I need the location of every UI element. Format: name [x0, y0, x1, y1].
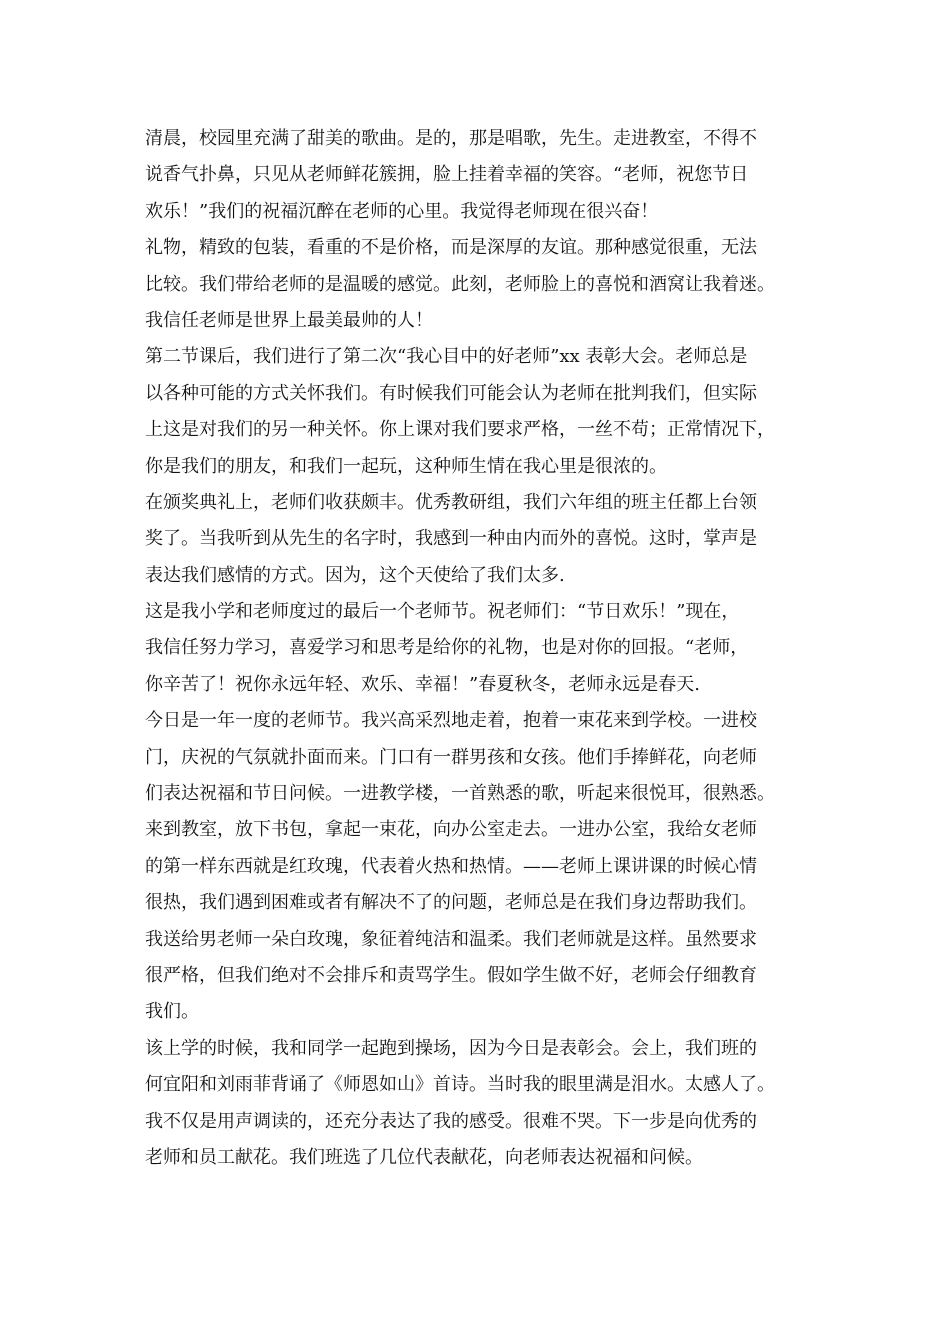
text-line: 你辛苦了！祝你永远年轻、欢乐、幸福！”春夏秋冬，老师永远是春天. — [145, 673, 700, 695]
text-line: 门，庆祝的气氛就扑面而来。门口有一群男孩和女孩。他们手捧鲜花，向老师 — [145, 746, 757, 768]
text-line: 我送给男老师一朵白玫瑰，象征着纯洁和温柔。我们老师就是这样。虽然要求 — [145, 928, 757, 950]
text-line: 老师和员工献花。我们班选了几位代表献花，向老师表达祝福和问候。 — [145, 1146, 703, 1168]
text-line: 第二节课后，我们进行了第二次“我心目中的好老师”xx 表彰大会。老师总是 — [145, 346, 748, 368]
text-line: 的第一样东西就是红玫瑰，代表着火热和热情。——老师上课讲课的时候心情 — [145, 855, 757, 877]
text-line: 在颁奖典礼上，老师们收获颇丰。优秀教研组，我们六年组的班主任都上台领 — [145, 491, 757, 513]
text-line: 来到教室，放下书包，拿起一束花，向办公室走去。一进办公室，我给女老师 — [145, 819, 757, 841]
text-line: 你是我们的朋友，和我们一起玩，这种师生情在我心里是很浓的。 — [145, 455, 667, 477]
text-line: 清晨，校园里充满了甜美的歌曲。是的，那是唱歌，先生。走进教室，不得不 — [145, 128, 757, 149]
text-line: 上这是对我们的另一种关怀。你上课对我们要求严格，一丝不苟；正常情况下， — [145, 419, 775, 441]
text-line: 我信任努力学习，喜爱学习和思考是给你的礼物，也是对你的回报。“老师， — [145, 637, 749, 659]
text-line: 我们。 — [145, 1001, 199, 1023]
text-line: 表达我们感情的方式。因为，这个天使给了我们太多. — [145, 564, 565, 586]
text-line: 以各种可能的方式关怀我们。有时候我们可能会认为老师在批判我们，但实际 — [145, 382, 757, 404]
text-line: 今日是一年一度的老师节。我兴高采烈地走着，抱着一束花来到学校。一进校 — [145, 710, 757, 732]
text-line: 奖了。当我听到从先生的名字时，我感到一种由内而外的喜悦。这时，掌声是 — [145, 528, 757, 550]
text-line: 比较。我们带给老师的是温暖的感觉。此刻，老师脸上的喜悦和酒窝让我着迷。 — [145, 273, 775, 295]
text-line: 礼物，精致的包装，看重的不是价格，而是深厚的友谊。那种感觉很重，无法 — [145, 237, 757, 259]
text-line: 何宜阳和刘雨菲背诵了《师恩如山》首诗。当时我的眼里满是泪水。太感人了。 — [145, 1074, 775, 1096]
document-body — [145, 121, 815, 1176]
text-line: 欢乐！”我们的祝福沉醉在老师的心里。我觉得老师现在很兴奋！ — [145, 200, 659, 222]
text-line: 们表达祝福和节日问候。一进教学楼，一首熟悉的歌，听起来很悦耳，很熟悉。 — [145, 783, 775, 805]
text-line: 这是我小学和老师度过的最后一个老师节。祝老师们：“节日欢乐！”现在， — [145, 601, 740, 623]
text-line: 该上学的时候，我和同学一起跑到操场，因为今日是表彰会。会上，我们班的 — [145, 1037, 757, 1059]
text-line: 很严格，但我们绝对不会排斥和责骂学生。假如学生做不好，老师会仔细教育 — [145, 964, 757, 986]
text-line: 说香气扑鼻，只见从老师鲜花簇拥，脸上挂着幸福的笑容。“老师，祝您节日 — [145, 164, 749, 186]
text-line: 我不仅是用声调读的，还充分表达了我的感受。很难不哭。下一步是向优秀的 — [145, 1110, 757, 1132]
text-line: 我信任老师是世界上最美最帅的人！ — [145, 309, 433, 331]
text-line: 很热，我们遇到困难或者有解决不了的问题，老师总是在我们身边帮助我们。 — [145, 892, 757, 914]
